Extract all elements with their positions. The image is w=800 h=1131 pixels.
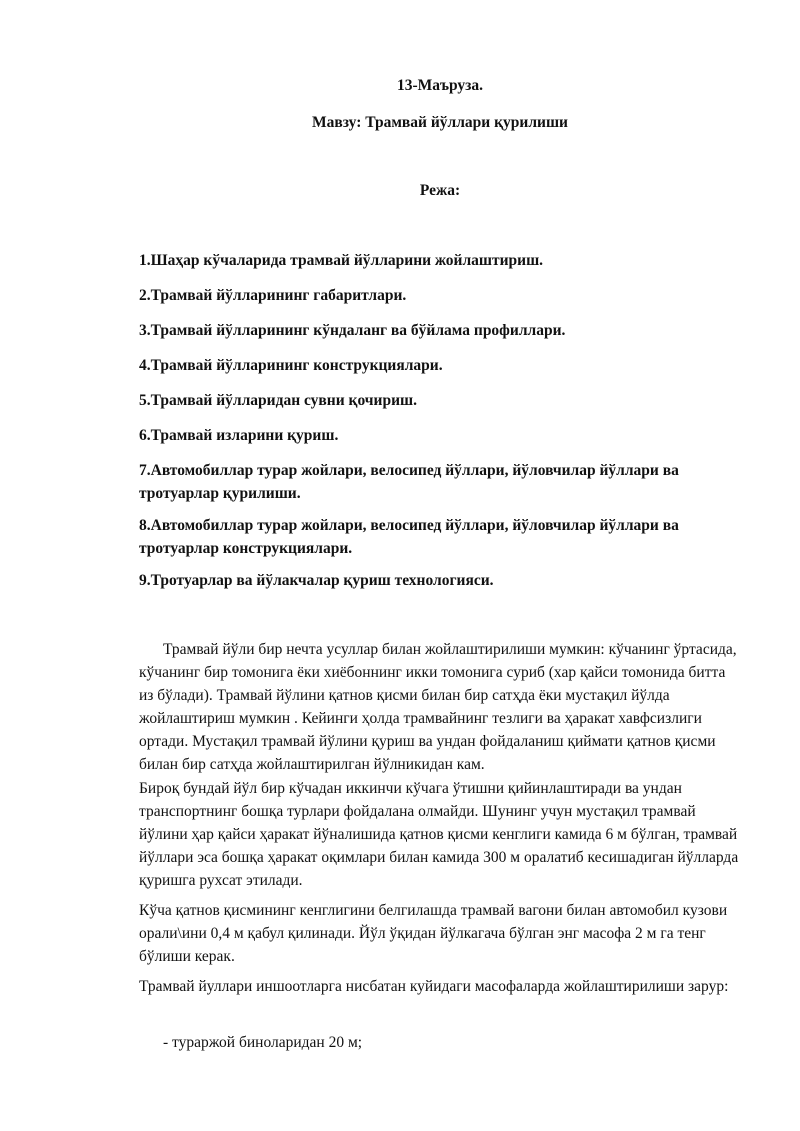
lecture-number: 13-Маъруза. — [396, 77, 484, 94]
plan-item: 1.Шаҳар кўчаларида трамвай йўлларини жойлаштириш. — [139, 252, 544, 269]
lecture-topic: Мавзу: Трамвай йўллари қурилиши — [312, 114, 568, 131]
body-paragraph: Трамвай йўли бир нечта усуллар билан жойлаштирилиши мумкин: кўчанинг ўртасида, кўчанинг бир томонига ёки хиёбоннинг икки томонига суриб (хар қайси томонида битта из бўлади). Трамвай йўлини қатнов қисми билан бир сатҳда ёки мустақил йўлда жойлаштириш мумкин . Кейинги ҳолда трамвайнинг тезлиги ва ҳаракат хавфсизлиги ортади. Мустақил трамвай йўлини қуриш ва ундан фойдаланиш қиймати қатнов қисми билан бир сатҳда жойлаштирилган йўлникидан кам. — [139, 641, 737, 773]
body-paragraph: Трамвай йуллари иншоотларга нисбатан куйидаги масофаларда жойлаштирилиши зарур: — [139, 978, 729, 995]
plan-item: 6.Трамвай изларини қуриш. — [139, 427, 339, 444]
plan-item: 2.Трамвай йўлларининг габаритлари. — [139, 287, 407, 304]
body-paragraph: Кўча қатнов қисмининг кенглигини белгилашда трамвай вагони билан автомобил кузови орали\ини 0,4 м қабул қилинади. Йўл ўқидан йўлкагача бўлган энг масофа 2 м га тенг бўлиши керак. — [139, 902, 728, 965]
plan-item: 8.Автомобиллар турар жойлари, велосипед йўллари, йўловчилар йўллари ва тротуарлар конструкциялари. — [139, 517, 679, 557]
plan-item: 4.Трамвай йўлларининг конструкциялари. — [139, 357, 443, 374]
bullet-item: - тураржой биноларидан 20 м; — [163, 1034, 363, 1051]
plan-heading: Режа: — [419, 182, 461, 199]
plan-item: 9.Тротуарлар ва йўлакчалар қуриш технологияси. — [139, 572, 494, 589]
plan-item: 7.Автомобиллар турар жойлари, велосипед йўллари, йўловчилар йўллари ва тротуарлар қурилиши. — [139, 462, 679, 502]
plan-item: 5.Трамвай йўлларидан сувни қочириш. — [139, 392, 417, 409]
body-paragraph: Бироқ бундай йўл бир кўчадан иккинчи кўчага ўтишни қийинлаштиради ва ундан транспортнинг бошқа турлари фойдалана олмайди. Шунинг учун мустақил трамвай йўлини ҳар қайси ҳаракат йўналишида қатнов қисми кенглиги камида 6 м бўлган, трамвай йўллари эса бошқа ҳаракат оқимлари билан камида 300 м оралатиб кесишадиган йўлларда қуришга рухсат этилади. — [139, 780, 739, 889]
plan-item: 3.Трамвай йўлларининг кўндаланг ва бўйлама профиллари. — [139, 322, 566, 339]
